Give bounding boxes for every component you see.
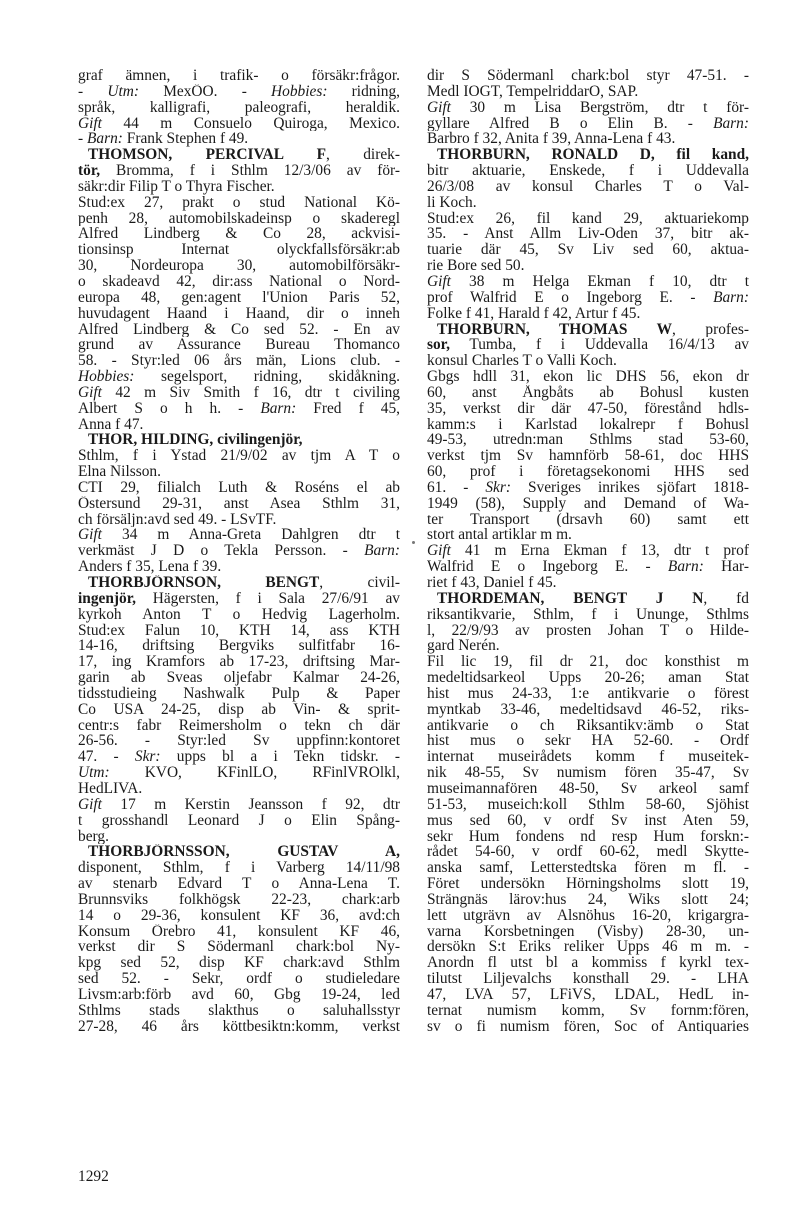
text-line: Hobbies: segelsport, ridning, skidåkning. <box>78 369 400 385</box>
text-line: Co USA 24-25, disp ab Vin- & sprit- <box>78 701 400 718</box>
text-line: gyllare Alfred B o Elin B. - Barn: <box>427 115 749 132</box>
entry-headword-line: THORBJÖRNSSON, GUSTAV A, <box>88 844 400 861</box>
text-line: Sthlm, f i Ystad 21/9/02 av tjm A T o <box>78 448 400 465</box>
text-line: riksantikvarie, Sthlm, f i Ununge, Sthlms <box>427 606 749 623</box>
text-line: Walfrid E o Ingeborg E. - Barn: Har- <box>427 559 749 575</box>
text-line: Anna f 47. <box>78 416 144 433</box>
text-line: 61. - Skr: Sveriges inrikes sjöfart 1818- <box>427 479 749 496</box>
entry-headword-line: THORDEMAN, BENGT J N, fd <box>437 590 749 607</box>
text-line: 30, Nordeuropa 30, automobilförsäkr- <box>78 258 400 274</box>
text-line: tionsinsp Internat olyckfallsförsäkr:ab <box>78 242 400 259</box>
text-line: berg. <box>78 828 109 845</box>
text-line: Strängnäs lärov:hus 24, Wiks slott 24; <box>427 891 749 908</box>
text-line: Stud:ex 26, fil kand 29, aktuariekomp <box>427 210 749 227</box>
left-column <box>78 68 400 1034</box>
text-line: hist mus 24-33, 1:e antikvarie o förest <box>427 685 749 702</box>
text-line: hist mus o sekr HA 52-60. - Ordf <box>427 733 749 750</box>
text-line: ternat numism komm, Sv fornm:fören, <box>427 1002 749 1019</box>
text-line: - Utm: MexÖO. - Hobbies: ridning, <box>78 83 400 100</box>
text-line: 47, LVA 57, LFiVS, LDAL, HedL in- <box>427 986 749 1003</box>
text-line: CTI 29, filialch Luth & Roséns el ab <box>78 479 400 496</box>
text-line: anska samf, Letterstedtska fören m fl. - <box>427 860 749 877</box>
text-line: sekr Hum fondens nd resp Hum forskn:- <box>427 828 749 845</box>
entry-headword-line: THOMSON, PERCIVAL F, direk- <box>88 147 400 164</box>
text-line: Gift 41 m Erna Ekman f 13, dtr t prof <box>427 543 749 560</box>
right-column <box>427 68 749 1034</box>
text-line: 49-53, utredn:man Sthlms stad 53-60, <box>427 432 749 449</box>
text-line: grund av Assurance Bureau Thomanco <box>78 337 400 354</box>
print-speck <box>412 541 415 544</box>
text-line: 60, anst Ångbåts ab Bohusl kusten <box>427 384 749 401</box>
text-line: kamm:s i Karlstad lokalrepr f Bohusl <box>427 416 749 433</box>
text-line: internat museirådets komm f museitek- <box>427 749 749 766</box>
text-line: 58. - Styr:led 06 års män, Lions club. - <box>78 353 400 370</box>
text-line: kyrkoh Anton T o Hedvig Lagerholm. <box>78 606 400 623</box>
text-line: Alfred Lindberg & Co 28, ackvisi- <box>78 226 400 243</box>
text-line: Konsum Örebro 41, konsulent KF 46, <box>78 923 400 940</box>
text-line: av stenarb Edvard T o Anna-Lena T. <box>78 876 400 892</box>
text-line: stort antal artiklar m m. <box>427 527 572 544</box>
text-line: sv o fi numism fören, Soc of Antiquaries <box>427 1018 749 1035</box>
text-line: ter Transport (drsavh 60) samt ett <box>427 511 749 528</box>
text-line: 35, verkst dir där 47-50, förestånd hdls- <box>427 400 749 417</box>
text-line: Albert S o h h. - Barn: Fred f 45, <box>78 400 400 417</box>
text-line: varna Korsbetningen (Visby) 28-30, un- <box>427 923 749 940</box>
text-line: verkst tjm Sv hamnförb 58-61, doc HHS <box>427 448 749 465</box>
text-line: ingenjör, Hägersten, f i Sala 27/6/91 av <box>78 590 400 607</box>
text-line: Gift 30 m Lisa Bergström, dtr t för- <box>427 99 749 116</box>
text-line: tidsstudieing Nashwalk Pulp & Paper <box>78 685 400 702</box>
text-line: t grosshandl Leonard J o Elin Spång- <box>78 812 400 829</box>
text-line: Stud:ex 27, prakt o stud National Kö- <box>78 194 400 211</box>
text-line: Östersund 29-31, anst Asea Sthlm 31, <box>78 495 400 512</box>
text-line: bitr aktuarie, Enskede, f i Uddevalla <box>427 163 749 179</box>
text-line: 26/3/08 av konsul Charles T o Val- <box>427 178 749 195</box>
text-line: sed 52. - Sekr, ordf o studieledare <box>78 971 400 987</box>
text-line: l, 22/9/93 av prosten Johan T o Hilde- <box>427 622 749 639</box>
text-line: gard Nerén. <box>427 638 500 655</box>
text-line: Elna Nilsson. <box>78 464 161 480</box>
text-line: penh 28, automobilskadeinsp o skaderegl <box>78 210 400 227</box>
text-line: Gift 42 m Siv Smith f 16, dtr t civiling <box>78 384 400 401</box>
text-line: Anders f 35, Lena f 39. <box>78 559 222 575</box>
text-line: 26-56. - Styr:led Sv uppfinn:kontoret <box>78 733 400 750</box>
text-line: verkst dir S Södermanl chark:bol Ny- <box>78 939 400 956</box>
entry-headword-line: THOR, HILDING, civilingenjör, <box>88 432 303 449</box>
text-line: rådet 54-60, v ordf 60-62, medl Skytte- <box>427 844 749 861</box>
text-line: 47. - Skr: upps bl a i Tekn tidskr. - <box>78 749 400 766</box>
text-line: museimannafören 48-50, Sv arkeol samf <box>427 780 749 797</box>
text-line: rie Bore sed 50. <box>427 258 525 274</box>
text-line: Brunnsviks folkhögsk 22-23, chark:arb <box>78 891 400 908</box>
text-line: Sthlms stads slakthus o saluhallsstyr <box>78 1002 400 1019</box>
text-line: garin ab Sveas oljefabr Kalmar 24-26, <box>78 670 400 686</box>
text-line: riet f 43, Daniel f 45. <box>427 575 557 591</box>
text-line: graf ämnen, i trafik- o försäkr:frågor. <box>78 68 400 84</box>
text-line: Gift 44 m Consuelo Quiroga, Mexico. <box>78 115 400 132</box>
text-line: Livsm:arb:förb avd 60, Gbg 19-24, led <box>78 986 400 1003</box>
text-line: centr:s fabr Reimersholm o tekn ch där <box>78 717 400 734</box>
text-line: lett utgrävn av Alsnöhus 16-20, krigargra- <box>427 907 749 924</box>
entry-headword-line: THORBJÖRNSON, BENGT, civil- <box>88 575 400 591</box>
text-line: huvudagent Haand i Haand, dir o inneh <box>78 305 400 322</box>
page-number: 1292 <box>78 1168 109 1185</box>
text-line: Alfred Lindberg & Co sed 52. - En av <box>78 321 400 338</box>
text-line: li Koch. <box>427 194 477 211</box>
text-line: 27-28, 46 års köttbesiktn:komm, verkst <box>78 1018 400 1035</box>
text-line: sor, Tumba, f i Uddevalla 16/4/13 av <box>427 337 749 354</box>
text-line: europa 48, gen:agent l'Union Paris 52, <box>78 289 400 306</box>
text-line: HedLIVA. <box>78 780 143 797</box>
text-line: 35. - Anst Allm Liv-Oden 37, bitr ak- <box>427 226 749 243</box>
text-line: Anordn fl utst bl a kommiss f kyrkl tex- <box>427 955 749 972</box>
text-line: nik 48-55, Sv numism fören 35-47, Sv <box>427 765 749 781</box>
text-line: Gift 17 m Kerstin Jeansson f 92, dtr <box>78 796 400 813</box>
text-line: mus sed 60, v ordf Sv inst Aten 59, <box>427 812 749 829</box>
text-line: 1949 (58), Supply and Demand of Wa- <box>427 495 749 512</box>
text-line: 51-53, museich:koll Sthlm 58-60, Sjöhist <box>427 796 749 813</box>
text-line: 17, ing Kramfors ab 17-23, driftsing Mar- <box>78 654 400 671</box>
text-line: 14 o 29-36, konsulent KF 36, avd:ch <box>78 907 400 924</box>
text-line: Gift 38 m Helga Ekman f 10, dtr t <box>427 273 749 290</box>
text-line: ch försäljn:avd sed 49. - LSvTF. <box>78 511 277 528</box>
text-line: antikvarie o ch Riksantikv:ämb o Stat <box>427 717 749 734</box>
text-line: kpg sed 52, disp KF chark:avd Sthlm <box>78 955 400 972</box>
entry-headword-line: THORBURN, THOMAS W, profes- <box>437 321 749 338</box>
text-line: tuarie där 45, Sv Liv sed 60, aktua- <box>427 242 749 259</box>
text-line: medeltidsarkeol Upps 20-26; aman Stat <box>427 670 749 686</box>
text-line: Fil lic 19, fil dr 21, doc konsthist m <box>427 654 749 671</box>
text-line: prof Walfrid E o Ingeborg E. - Barn: <box>427 289 749 306</box>
text-line: disponent, Sthlm, f i Varberg 14/11/98 <box>78 860 400 877</box>
text-line: dersökn S:t Eriks reliker Upps 46 m m. - <box>427 939 749 956</box>
text-line: dir S Södermanl chark:bol styr 47-51. - <box>427 68 749 84</box>
text-line: säkr:dir Filip T o Thyra Fischer. <box>78 178 275 195</box>
text-line: o skadeavd 42, dir:ass National o Nord- <box>78 273 400 290</box>
text-line: Föret undersökn Hörningsholms slott 19, <box>427 876 749 892</box>
text-line: Folke f 41, Harald f 42, Artur f 45. <box>427 305 641 322</box>
text-line: Gift 34 m Anna-Greta Dahlgren dtr t <box>78 527 400 544</box>
text-line: tör, Bromma, f i Sthlm 12/3/06 av för- <box>78 163 400 179</box>
entry-headword-line: THORBURN, RONALD D, fil kand, <box>437 147 749 164</box>
text-line: 60, prof i företagsekonomi HHS sed <box>427 464 749 480</box>
text-line: konsul Charles T o Valli Koch. <box>427 353 617 370</box>
text-line: verkmäst J D o Tekla Persson. - Barn: <box>78 543 400 560</box>
text-line: språk, kalligrafi, paleografi, heraldik. <box>78 99 400 116</box>
text-line: tilutst Liljevalchs konsthall 29. - LHA <box>427 971 749 987</box>
text-line: 14-16, driftsing Bergviks sulfitfabr 16- <box>78 638 400 655</box>
text-line: Stud:ex Falun 10, KTH 14, ass KTH <box>78 622 400 639</box>
text-line: - Barn: Frank Stephen f 49. <box>78 131 249 148</box>
text-line: Gbgs hdll 31, ekon lic DHS 56, ekon dr <box>427 369 749 385</box>
text-line: Utm: KVO, KFinlLO, RFinlVROlkl, <box>78 765 400 781</box>
text-line: Barbro f 32, Anita f 39, Anna-Lena f 43. <box>427 131 676 148</box>
text-line: Medl IOGT, TempelriddarO, SAP. <box>427 83 639 100</box>
text-line: myntkab 33-46, medeltidsavd 46-52, riks- <box>427 701 749 718</box>
